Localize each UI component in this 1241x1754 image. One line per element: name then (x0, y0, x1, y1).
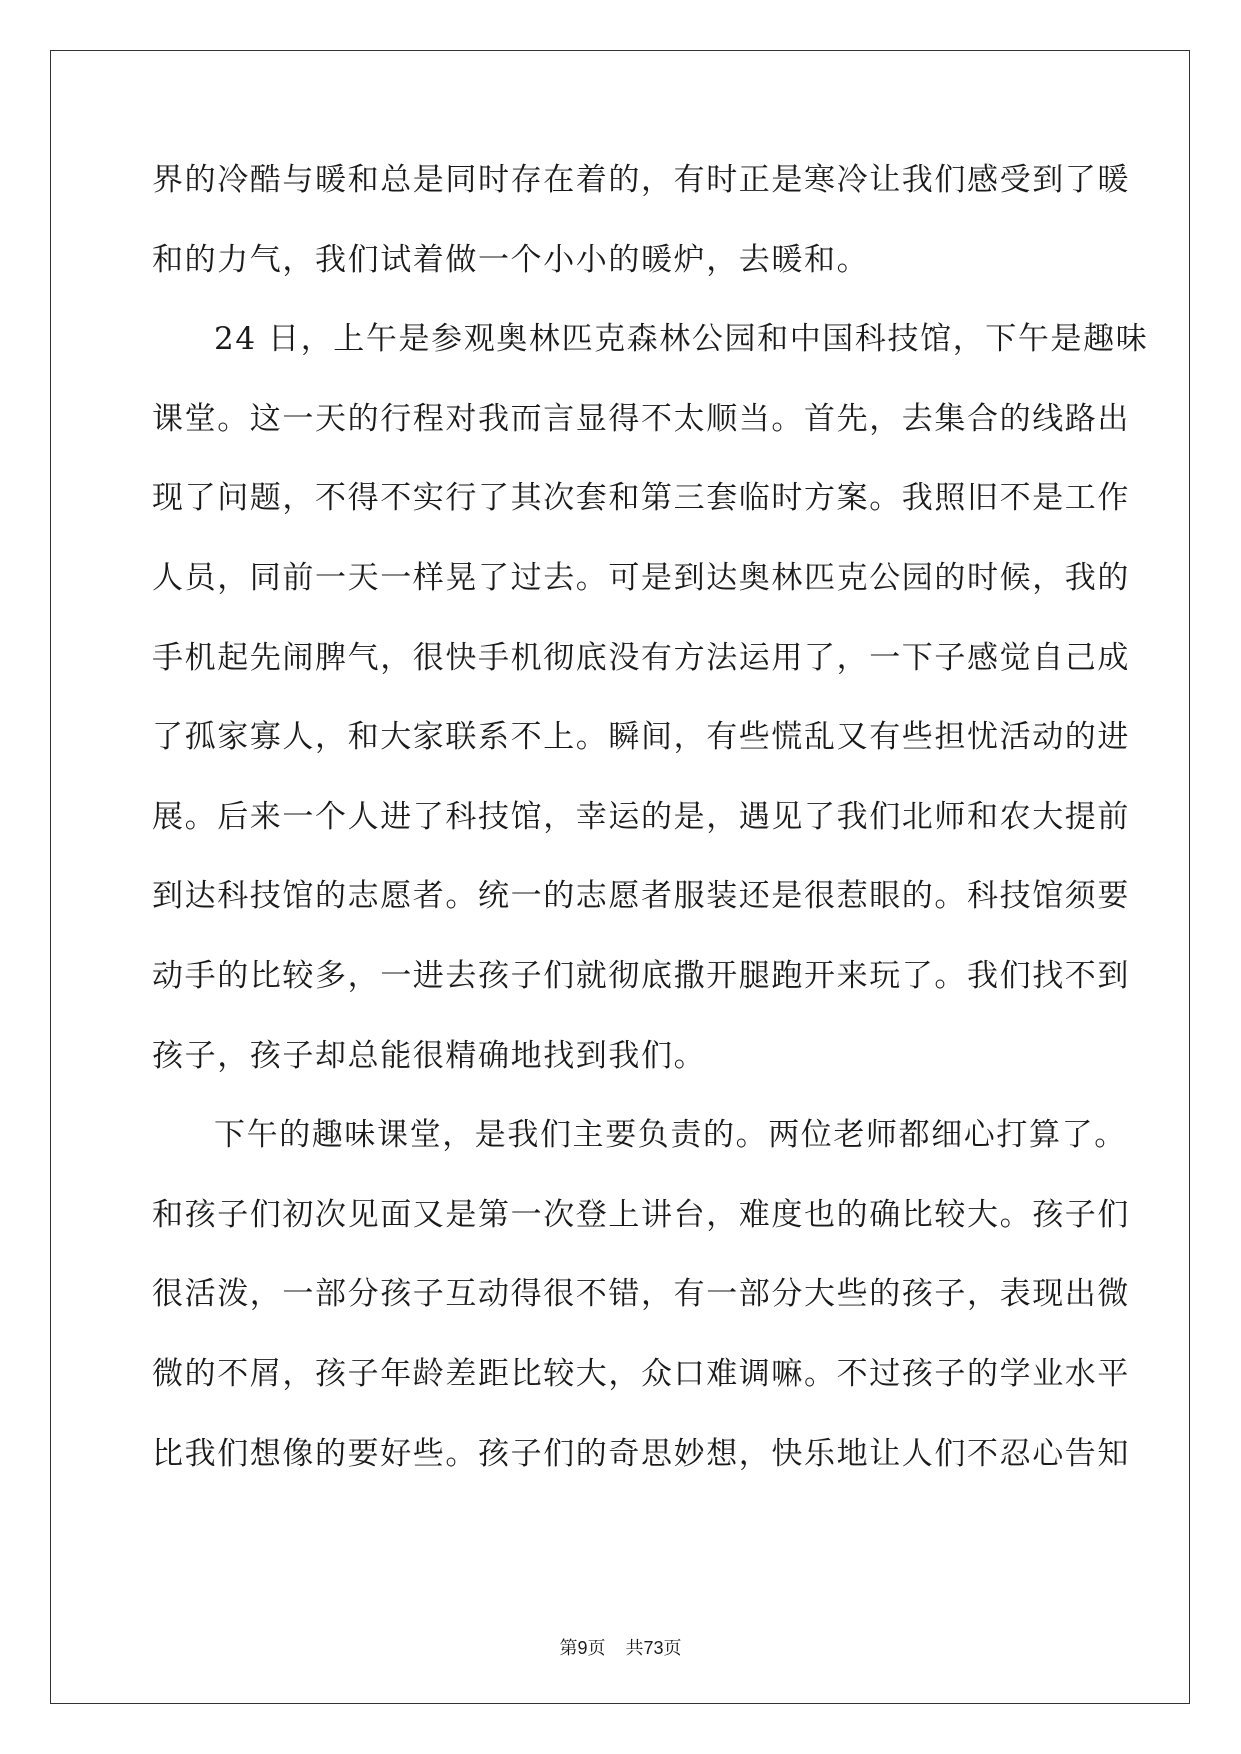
text-line: 24 日，上午是参观奥林匹克森林公园和中国科技馆，下午是趣味 (214, 321, 1149, 358)
text-line: 很活泼，一部分孩子互动得很不错，有一部分大些的孩子，表现出微 (152, 1276, 1130, 1313)
text-line: 了孤家寡人，和大家联系不上。瞬间，有些慌乱又有些担忧活动的进 (152, 719, 1130, 756)
text-line: 和的力气，我们试着做一个小小的暖炉，去暖和。 (152, 241, 870, 278)
text-line: 界的冷酷与暖和总是同时存在着的，有时正是寒冷让我们感受到了暖 (152, 162, 1130, 198)
text-line: 微的不屑，孩子年龄差距比较大，众口难调嘛。不过孩子的学业水平 (152, 1355, 1130, 1392)
text-line: 人员，同前一天一样晃了过去。可是到达奥林匹克公园的时候，我的 (152, 559, 1130, 596)
page-prefix: 第 (559, 1638, 578, 1659)
page-suffix: 页 (587, 1638, 606, 1659)
total-prefix: 共 (625, 1638, 644, 1659)
text-line: 和孩子们初次见面又是第一次登上讲台，难度也的确比较大。孩子们 (152, 1196, 1130, 1233)
text-line: 下午的趣味课堂，是我们主要负责的。两位老师都细心打算了。 (214, 1117, 1127, 1154)
total-suffix: 页 (663, 1638, 682, 1659)
text-line: 比我们想像的要好些。孩子们的奇思妙想，快乐地让人们不忍心告知 (152, 1435, 1130, 1472)
text-line: 现了问题，不得不实行了其次套和第三套临时方案。我照旧不是工作 (152, 480, 1130, 517)
page-footer (0, 1634, 1241, 1660)
text-line: 孩子，孩子却总能很精确地找到我们。 (152, 1037, 707, 1074)
text-line: 展。后来一个人进了科技馆，幸运的是，遇见了我们北师和农大提前 (152, 798, 1130, 835)
total-pages: 73 (643, 1638, 664, 1658)
text-line: 动手的比较多，一进去孩子们就彻底撒开腿跑开来玩了。我们找不到 (152, 957, 1130, 994)
text-line: 手机起先闹脾气，很快手机彻底没有方法运用了，一下子感觉自己成 (152, 639, 1130, 676)
body-text (152, 160, 1149, 1513)
text-line: 课堂。这一天的行程对我而言显得不太顺当。首先，去集合的线路出 (152, 400, 1130, 437)
page-number: 9 (577, 1638, 588, 1658)
text-line: 到达科技馆的志愿者。统一的志愿者服装还是很惹眼的。科技馆须要 (152, 878, 1130, 915)
